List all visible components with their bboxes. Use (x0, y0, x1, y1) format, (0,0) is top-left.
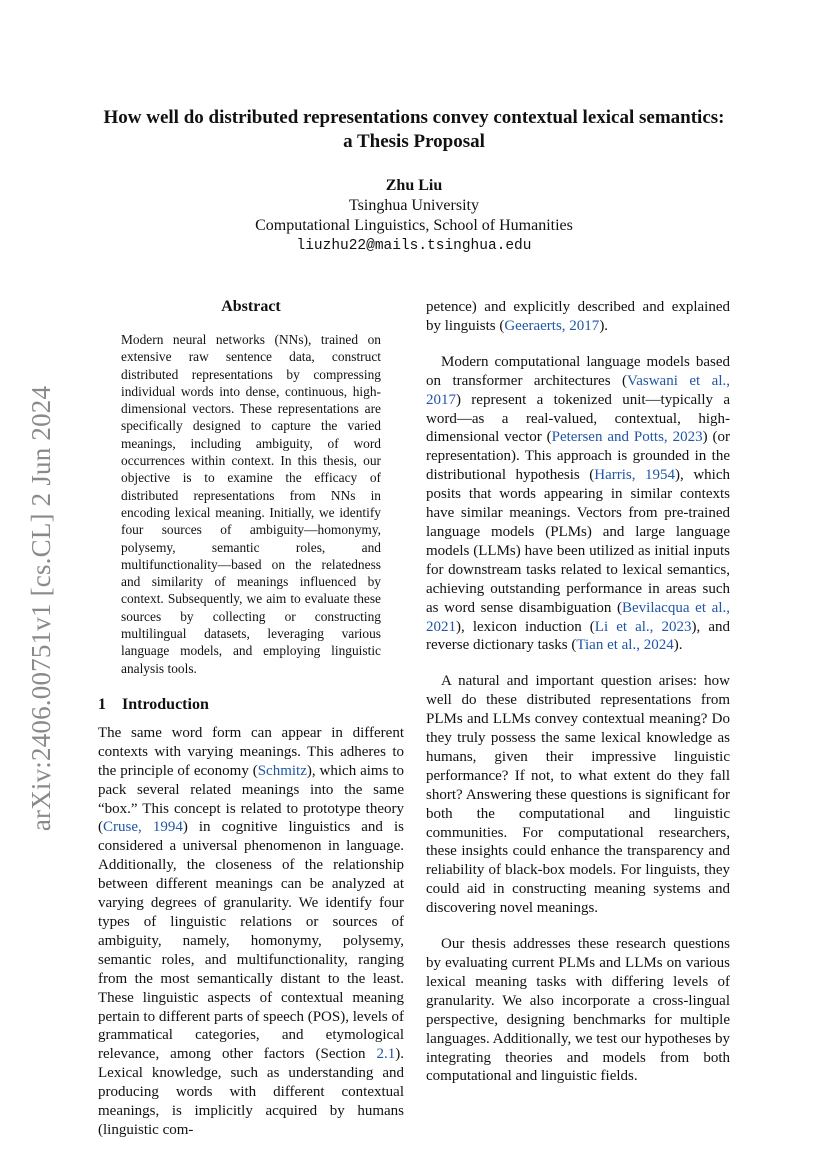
citation-link[interactable]: Bevilacqua et al., 2021 (426, 599, 730, 635)
intro-paragraph-2 (426, 353, 730, 656)
citation-link[interactable]: Schmitz (257, 762, 307, 779)
text-run: ), and reverse dictionary tasks ( (426, 618, 730, 654)
text-run-split: ). Lexical knowledge, such as understanding and producing words with different contextual meanings, is implicitly acquired by humans (linguistic com- (98, 1046, 404, 1138)
author-email: liuzhu22@mails.tsinghua.edu (296, 238, 532, 254)
citation-link[interactable]: Cruse, 1994 (103, 819, 183, 836)
section-title: Introduction (122, 695, 209, 713)
citation-link[interactable]: Vaswani et al., 2017 (426, 372, 730, 408)
author-affiliation-university: Tsinghua University (349, 197, 479, 214)
intro-paragraph-3: A natural and important question arises: how well do these distributed representations from PLMs and LLMs convey contextual meaning? Do they truly possess the same lexical knowledge as humans, given their impressive linguistic performance? If not, to what extent do they fall short? Answering these questions is significant for both the computational and linguistic communities. For computational researchers, these insights could enhance the transparency and reliability of black-box models. For linguists, they could aid in constructing meaning systems and discovering novel meanings. (426, 673, 730, 917)
text-run-continued: petence) and explicitly described and explained by linguists ( (426, 299, 730, 334)
abstract-heading: Abstract (221, 298, 281, 315)
text-run: ). (673, 637, 683, 654)
right-column (426, 298, 730, 1086)
arxiv-id: arXiv:2406.00751v1 [cs.CL] 2 Jun 2024 (26, 385, 57, 831)
text-run: ) (or representation). This approach is grounded in the distributional hypothesis ( (426, 429, 730, 484)
section-reference-link[interactable]: 2.1 (376, 1046, 396, 1063)
text-run: The same word form can appear in different contexts with varying meanings. This adheres to the principle of economy ( (98, 724, 404, 779)
citation-link[interactable]: Harris, 1954 (594, 467, 676, 484)
arxiv-stamp (22, 378, 62, 838)
text-run: ), lexicon induction ( (456, 618, 595, 635)
text-run: ) in cognitive linguistics and is considered a universal phenomenon in language. Additionally, the closeness of the relationship between different meanings can be analyzed at varying degrees of granularity. We identify four types of linguistic relations or sources of ambiguity, namely, homonymy, polysemy, semantic roles, and multifunctionality, ranging from the most semantically distant to the least. These linguistic aspects of contextual meaning pertain to different parts of speech (POS), levels of grammatical categories, and etymological relevance, among other factors (Section (98, 819, 404, 1063)
paper-title: How well do distributed representations convey contextual lexical semantics: a Thesis Proposal (103, 107, 725, 152)
intro-paragraph-4: Our thesis addresses these research questions by evaluating current PLMs and LLMs on various lexical meaning tasks with differing levels of granularity. We also incorporate a cross-lingual perspective, designing benchmarks for multiple languages. Additionally, we test our hypotheses by integrating theories and models from both computational and linguistic fields. (426, 936, 730, 1085)
abstract-text: Modern neural networks (NNs), trained on extensive raw sentence data, construct distributed representations by compressing individual words into dense, continuous, high-dimensional vectors. These representations are specifically designed to capture the varied meanings, including ambiguity, of word occurrences within context. In this thesis, our objective is to examine the efficacy of distributed representations from NNs in encoding lexical meaning. Initially, we identify four sources of ambiguity—homonymy, polysemy, semantic roles, and multifunctionality—based on the relatedness and similarity of meanings influenced by context. Subsequently, we aim to evaluate these sources by collecting or constructing multilingual datasets, leveraging various language models, and employing linguistic analysis tools. (121, 332, 381, 676)
author-block (98, 176, 730, 256)
citation-link[interactable]: Petersen and Potts, 2023 (551, 429, 703, 446)
section-number: 1 (98, 695, 106, 713)
intro-paragraph-1-continued (426, 298, 730, 336)
author-name: Zhu Liu (385, 177, 443, 194)
text-run: ), which aims to pack several related meanings into the same “box.” This concept is related to prototype theory ( (98, 762, 404, 836)
text-run: Modern computational language models based on transformer architectures ( (426, 353, 730, 389)
citation-link[interactable]: Geeraerts, 2017 (504, 317, 600, 334)
citation-link[interactable]: Li et al., 2023 (594, 618, 692, 635)
author-affiliation-department: Computational Linguistics, School of Humanities (255, 217, 573, 234)
left-column (98, 297, 404, 1140)
intro-paragraph-1 (98, 724, 404, 1140)
text-run: ), which posits that words appearing in similar contexts have similar meanings. Vectors from pre-trained language models (PLMs) and large language models (LLMs) have been utilized as initial inputs for downstream tasks related to lexical semantics, achieving outstanding performance in areas such as word sense disambiguation ( (426, 467, 730, 616)
citation-link[interactable]: Tian et al., 2024 (576, 637, 674, 654)
section-heading-introduction (98, 695, 404, 715)
text-run: ) represent a tokenized unit—typically a word—as a real-valued, contextual, high-dimensional vector ( (426, 391, 730, 446)
text-run: ). (599, 317, 609, 334)
